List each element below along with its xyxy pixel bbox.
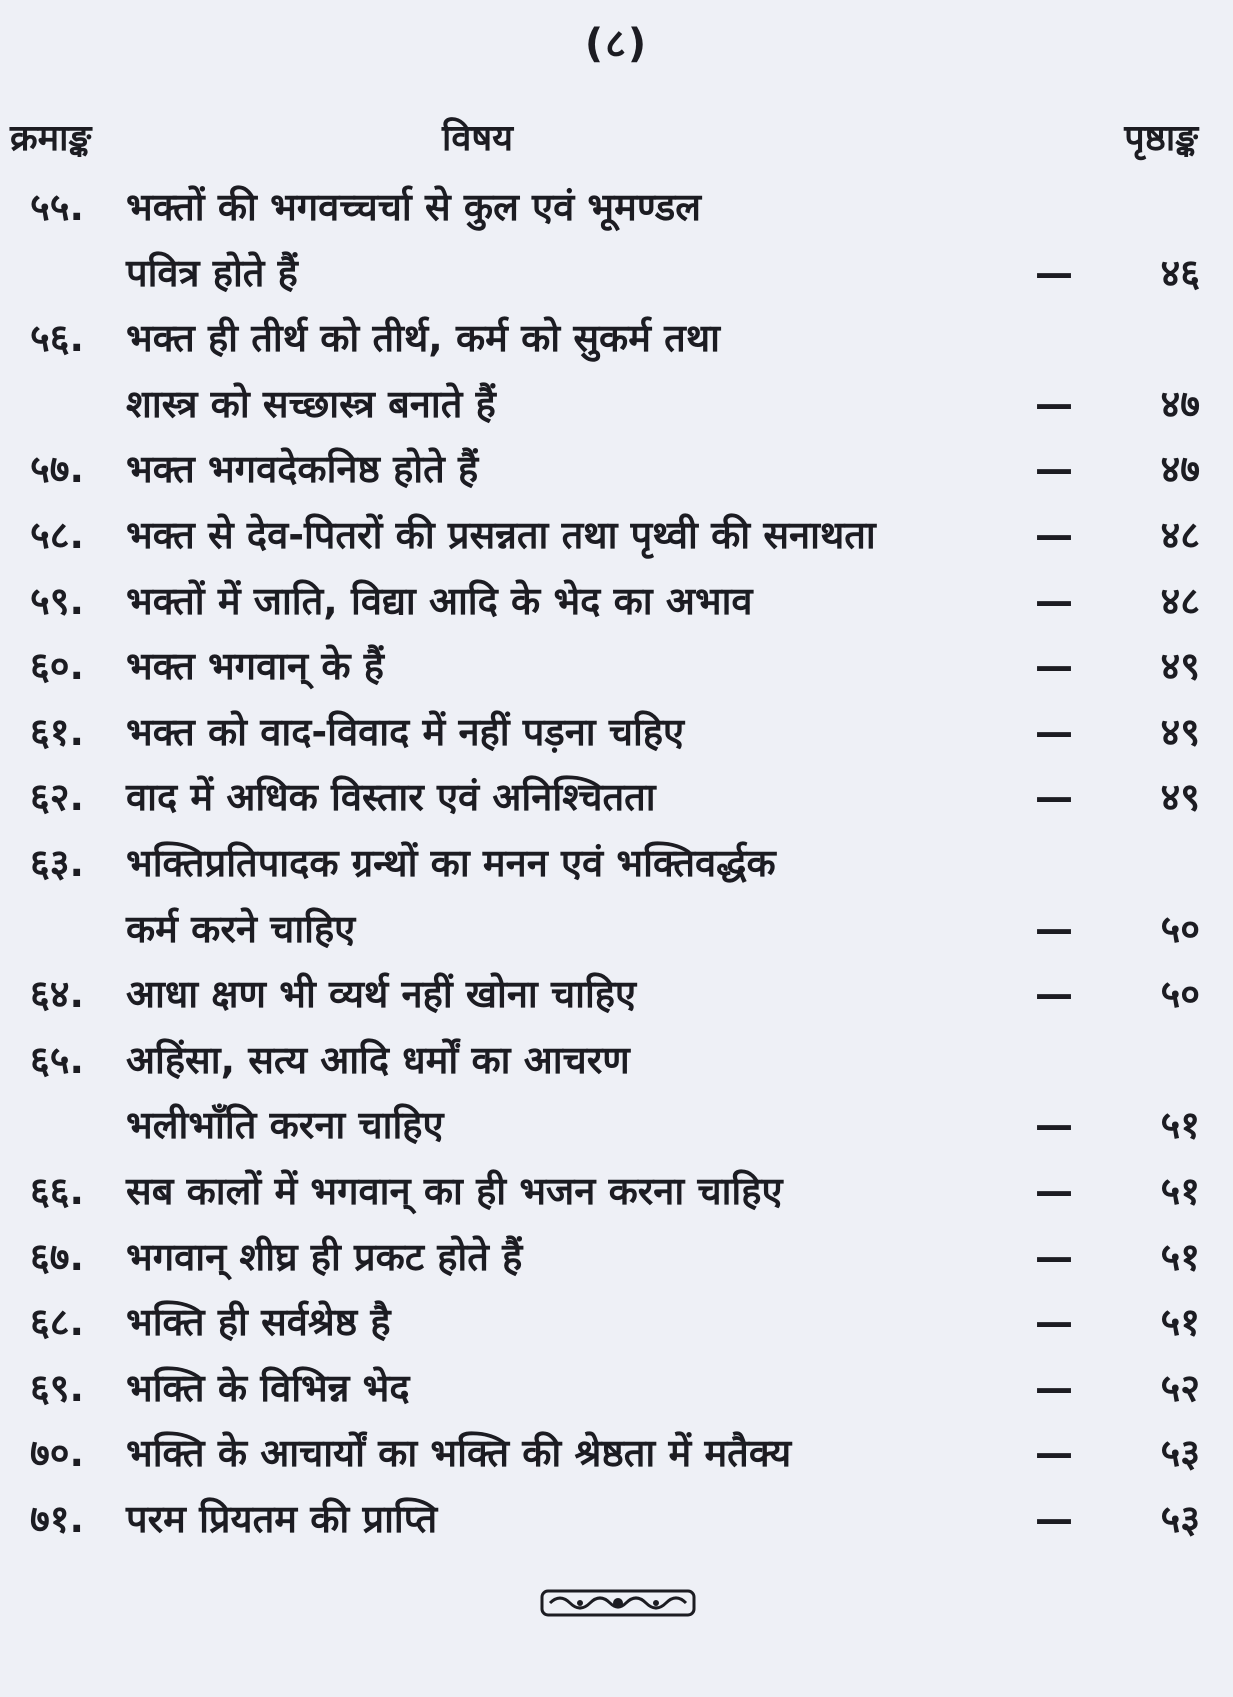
entry-dash: — xyxy=(1035,578,1073,623)
toc-entry xyxy=(0,1225,1233,1291)
entry-serial: ६७. xyxy=(30,1234,84,1279)
entry-dash: — xyxy=(1035,250,1073,295)
toc-entry-line xyxy=(0,765,1233,831)
entry-title: भक्तिप्रतिपादक ग्रन्थों का मनन एवं भक्तिवर्द्धक xyxy=(126,840,776,885)
entry-title: भक्ति के विभिन्न भेद xyxy=(126,1365,410,1410)
entry-page-number: ५१ xyxy=(1160,1234,1200,1279)
page-number: (८) xyxy=(584,21,649,67)
entry-dash: — xyxy=(1035,1496,1073,1541)
entry-serial: ५६. xyxy=(30,316,84,361)
entry-dash: — xyxy=(1035,1300,1073,1345)
entry-title: भक्त से देव-पितरों की प्रसन्नता तथा पृथ्वी की सनाथता xyxy=(126,512,876,557)
entry-page-number: ५० xyxy=(1160,906,1200,951)
entry-serial: ५९. xyxy=(30,578,84,623)
entry-serial: ६०. xyxy=(30,644,84,689)
entry-page-number: ५१ xyxy=(1160,1168,1200,1213)
header-page: पृष्ठाङ्क xyxy=(1124,118,1198,159)
toc-entry-line xyxy=(0,175,1233,241)
entry-title: भक्त ही तीर्थ को तीर्थ, कर्म को सुकर्म तथा xyxy=(126,316,720,361)
toc-entry-line xyxy=(0,1356,1233,1422)
toc-entry-line xyxy=(0,700,1233,766)
entry-serial: ७१. xyxy=(30,1496,84,1541)
entry-page-number: ४७ xyxy=(1160,381,1200,426)
toc-entry-line xyxy=(0,962,1233,1028)
toc-entry-line xyxy=(0,831,1233,897)
entry-title-continued: भलीभाँति करना चाहिए xyxy=(126,1103,444,1148)
entry-title: सब कालों में भगवान् का ही भजन करना चाहिए xyxy=(126,1168,783,1213)
entry-page-number: ४६ xyxy=(1160,250,1200,295)
entry-title: भक्त को वाद-विवाद में नहीं पड़ना चहिए xyxy=(126,709,685,754)
entry-dash: — xyxy=(1035,1103,1073,1148)
entry-title: भगवान् शीघ्र ही प्रकट होते हैं xyxy=(126,1234,523,1279)
toc-entry xyxy=(0,437,1233,503)
entry-dash: — xyxy=(1035,1234,1073,1279)
entry-dash: — xyxy=(1035,512,1073,557)
toc-entry xyxy=(0,1421,1233,1487)
header-topic: विषय xyxy=(442,118,514,159)
entry-title: आधा क्षण भी व्यर्थ नहीं खोना चाहिए xyxy=(126,972,636,1017)
entry-title-continued: पवित्र होते हैं xyxy=(126,250,298,295)
entry-dash: — xyxy=(1035,972,1073,1017)
entry-dash: — xyxy=(1035,775,1073,820)
entry-title: भक्त भगवान् के हैं xyxy=(126,644,384,689)
toc-entry xyxy=(0,700,1233,766)
entry-serial: ६३. xyxy=(30,840,84,885)
toc-entry-line xyxy=(0,1421,1233,1487)
toc-entry xyxy=(0,569,1233,635)
entry-page-number: ५१ xyxy=(1160,1103,1200,1148)
entry-dash: — xyxy=(1035,1431,1073,1476)
entry-serial: ६५. xyxy=(30,1037,84,1082)
entry-title: भक्ति के आचार्यों का भक्ति की श्रेष्ठता में मतैक्य xyxy=(126,1431,792,1476)
toc-entry-line xyxy=(0,1290,1233,1356)
toc-entry-line xyxy=(0,1093,1233,1159)
entry-serial: ५५. xyxy=(30,185,84,229)
toc-entry xyxy=(0,1028,1233,1159)
entry-serial: ५७. xyxy=(30,447,84,492)
entry-dash: — xyxy=(1035,709,1073,754)
entry-title: अहिंसा, सत्य आदि धर्मों का आचरण xyxy=(126,1037,630,1082)
entry-page-number: ५१ xyxy=(1160,1300,1200,1345)
entry-page-number: ४९ xyxy=(1160,709,1200,754)
toc-entry xyxy=(0,1487,1233,1553)
entry-dash: — xyxy=(1035,644,1073,689)
toc-entry xyxy=(0,1159,1233,1225)
entry-title: भक्तों की भगवच्चर्चा से कुल एवं भूमण्डल xyxy=(126,185,702,229)
entry-dash: — xyxy=(1035,1365,1073,1410)
entry-title: वाद में अधिक विस्तार एवं अनिश्चितता xyxy=(126,775,656,820)
toc-entry xyxy=(0,831,1233,962)
toc-entry-line xyxy=(0,1028,1233,1094)
entry-page-number: ४९ xyxy=(1160,775,1200,820)
entry-page-number: ५० xyxy=(1160,972,1200,1017)
entry-title-continued: शास्त्र को सच्छास्त्र बनाते हैं xyxy=(126,381,496,426)
toc-entry-line xyxy=(0,1225,1233,1291)
toc-entry-line xyxy=(0,1487,1233,1553)
toc-entries xyxy=(0,175,1233,1552)
toc-entry xyxy=(0,175,1233,306)
entry-serial: ६२. xyxy=(30,775,84,820)
entry-serial: ६४. xyxy=(30,972,84,1017)
toc-entry-line xyxy=(0,306,1233,372)
entry-dash: — xyxy=(1035,1168,1073,1213)
toc-entry-line xyxy=(0,1159,1233,1225)
entry-page-number: ४७ xyxy=(1160,447,1200,492)
toc-header xyxy=(10,112,1210,162)
toc-entry-line xyxy=(0,372,1233,438)
entry-serial: ६६. xyxy=(30,1168,84,1213)
entry-title-continued: कर्म करने चाहिए xyxy=(126,906,356,951)
toc-entry xyxy=(0,1356,1233,1422)
entry-page-number: ४८ xyxy=(1160,512,1200,557)
entry-title: भक्त भगवदेकनिष्ठ होते हैं xyxy=(126,447,479,492)
entry-title: परम प्रियतम की प्राप्ति xyxy=(126,1496,438,1541)
toc-entry-line xyxy=(0,634,1233,700)
entry-page-number: ४९ xyxy=(1160,644,1200,689)
toc-entry xyxy=(0,503,1233,569)
entry-serial: ६१. xyxy=(30,709,84,754)
entry-page-number: ५२ xyxy=(1160,1365,1200,1410)
toc-entry-line xyxy=(0,503,1233,569)
toc-entry-line xyxy=(0,569,1233,635)
entry-page-number: ५३ xyxy=(1160,1431,1200,1476)
entry-serial: ६९. xyxy=(30,1365,84,1410)
toc-entry xyxy=(0,962,1233,1028)
entry-serial: ५८. xyxy=(30,512,84,557)
toc-entry xyxy=(0,634,1233,700)
entry-serial: ६८. xyxy=(30,1300,84,1345)
entry-dash: — xyxy=(1035,447,1073,492)
toc-entry-line xyxy=(0,897,1233,963)
entry-dash: — xyxy=(1035,381,1073,426)
decorative-border-icon xyxy=(540,1585,696,1621)
entry-serial: ७०. xyxy=(30,1431,84,1476)
toc-entry-line xyxy=(0,241,1233,307)
toc-entry xyxy=(0,306,1233,437)
header-serial: क्रमाङ्क xyxy=(10,118,92,159)
entry-page-number: ५३ xyxy=(1160,1496,1200,1541)
entry-page-number: ४८ xyxy=(1160,578,1200,623)
toc-entry xyxy=(0,765,1233,831)
entry-dash: — xyxy=(1035,906,1073,951)
entry-title: भक्तों में जाति, विद्या आदि के भेद का अभाव xyxy=(126,578,753,623)
toc-entry-line xyxy=(0,437,1233,503)
toc-entry xyxy=(0,1290,1233,1356)
entry-title: भक्ति ही सर्वश्रेष्ठ है xyxy=(126,1300,391,1345)
